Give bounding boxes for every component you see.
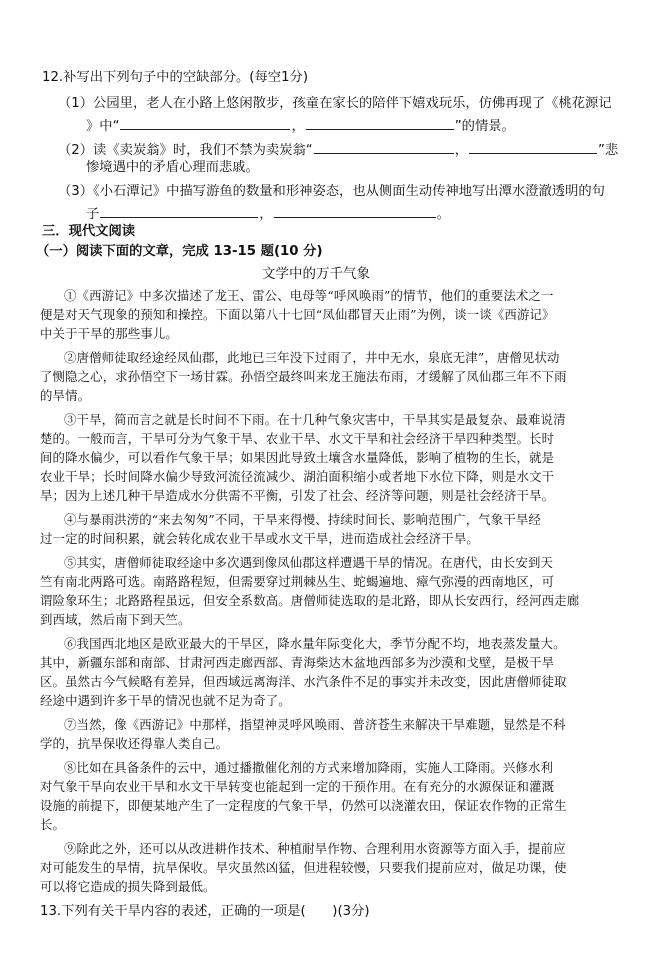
article-line: ①《西游记》中多次描述了龙王、雷公、电母等“呼风唤雨”的情节，他们的重要法术之一 — [64, 288, 554, 303]
article-line: 间的降水偏少，可以看作气象干旱；如果因此导致土壤含水量降低，影响了植物的生长，就是 — [40, 450, 555, 465]
q12-item1-blank-1[interactable] — [120, 116, 290, 130]
q12-item1-text-a: 》中“ — [86, 119, 120, 134]
q12-item3-line1: （3）《小石潭记》中描写游鱼的数量和形神姿态，也从侧面生动传神地写出潭水澄澈透明的句 — [58, 184, 605, 199]
article-line: 学的，抗旱保收还得靠人类自己。 — [40, 736, 229, 751]
q12-item1-sep: ， — [291, 119, 305, 134]
article-line: 竺有南北两路可选。南路路程短，但需要穿过荆棘丛生、蛇蝎遍地、瘴气弥漫的西南地区，可 — [40, 574, 555, 589]
article-line: 区。虽然古今气候略有差异，但西域远离海洋、水汽条件不足的事实并未改变，因此唐僧师徒取 — [40, 674, 567, 689]
q12-item2-blank-1[interactable] — [314, 140, 454, 154]
article-line: ⑦当然，像《西游记》中那样，指望神灵呼风唤雨、普济苍生来解决干旱难题，显然是不科 — [64, 717, 566, 732]
article-line: 楚的。一般而言，干旱可分为气象干旱、农业干旱、水文干旱和社会经济干旱四种类型。长时 — [40, 431, 555, 446]
article-title: 文学中的万千气象 — [262, 266, 370, 282]
article-line: ②唐僧师徒取经途经凤仙郡，此地已三年没下过雨了，井中无水，泉底无津”，唐僧见状动 — [64, 350, 560, 365]
article-line: ③干旱，简而言之就是长时间不下雨。在十几种气象灾害中，干旱其实是最复杂、最难说清 — [64, 412, 566, 427]
article-line: 了恻隐之心，求孙悟空下一场甘霖。孙悟空最终叫来龙王施法布雨，才缓解了凤仙郡三年不下雨 — [40, 369, 567, 384]
article-line: 对可能发生的旱情，抗旱保收。旱灾虽然凶猛，但进程较慢，只要我们提前应对，做足功课，使 — [40, 860, 567, 875]
article-line: 农业干旱；长时间降水偏少导致河流径流减少、湖泊面积缩小或者地下水位下降，则是水文干 — [40, 469, 555, 484]
q12-item1-blank-2[interactable] — [306, 116, 454, 130]
article-line: 谓险象环生；北路路程虽远，但安全系数高。唐僧师徒选取的是北路，即从长安西行，经河西走廊 — [40, 593, 580, 608]
article-line: 对气象干旱向农业干旱和水文干旱转变也能起到一定的干预作用。在有充分的水源保证和灌溉 — [40, 779, 555, 794]
article-line: ⑥我国西北地区是欧亚最大的干旱区，降水量年际变化大，季节分配不均，地表蒸发量大。 — [64, 636, 566, 651]
article-line: 中关于干旱的那些事儿。 — [40, 326, 178, 341]
article-line: 其中，新疆东部和南部、甘肃河西走廊西部、青海柴达木盆地西部多为沙漠和戈壁，是极干旱 — [40, 655, 555, 670]
q12-item2-text-b: ”悲 — [598, 143, 619, 158]
q12-item1-line2 — [86, 116, 515, 135]
section-sub-heading: （一）阅读下面的文章，完成 13-15 题(10 分) — [36, 244, 323, 259]
q12-item2-blank-2[interactable] — [469, 140, 597, 154]
article-line: 经途中遇到许多干旱的情况也就不足为奇了。 — [40, 693, 291, 708]
q12-item3-text-a: 子 — [86, 207, 100, 222]
q12-item2-text-a: （2）读《卖炭翁》时，我们不禁为卖炭翁“ — [58, 143, 313, 158]
q12-item2-line1 — [58, 140, 618, 159]
q13-text: 13.下列有关干旱内容的表述，正确的一项是( )(3分) — [40, 904, 370, 919]
article-line: 长。 — [40, 817, 66, 832]
article-line: ⑧比如在具备条件的云中，通过播撒催化剂的方式来增加降雨，实施人工降雨。兴修水利 — [64, 760, 554, 775]
q12-item2-sep: ， — [454, 143, 468, 158]
q12-item2-line2: 惨境遇中的矛盾心理而悲戚。 — [86, 160, 259, 175]
section-heading: 三．现代文阅读 — [42, 224, 136, 239]
article-line: 到西域，然后南下到天竺。 — [40, 612, 191, 627]
q12-item3-blank-2[interactable] — [274, 204, 436, 218]
q12-item3-blank-1[interactable] — [100, 204, 258, 218]
article-line: 的旱情。 — [40, 388, 91, 403]
article-line: ⑤其实，唐僧师徒取经途中多次遇到像凤仙郡这样遭遇干旱的情况。在唐代，由长安到天 — [64, 555, 554, 570]
q12-item1-text-b: ”的情景。 — [454, 119, 515, 134]
article-line: 设施的前提下，即便某地产生了一定程度的气象干旱，仍然可以浇灌农田，保证农作物的正常生 — [40, 798, 567, 813]
article-line: 便是对天气现象的预知和操控。下面以第八十七回“凤仙郡冒天止雨”为例，谈一谈《西游记》 — [40, 307, 555, 322]
article-line: 旱；因为上述几种干旱造成水分供需不平衡，引发了社会、经济等问题，则是社会经济干旱。 — [40, 488, 555, 503]
q12-item3-line2 — [86, 204, 450, 223]
article-line: 可以将它造成的损失降到最低。 — [40, 879, 216, 894]
article-line: ⑨除此之外，还可以从改进耕作技术、种植耐旱作物、合理利用水资源等方面入手，提前应 — [64, 841, 566, 856]
q12-item1-line1: （1）公园里，老人在小路上悠闲散步，孩童在家长的陪伴下嬉戏玩乐，仿佛再现了《桃花源记 — [58, 96, 612, 111]
q12-item3-text-b: 。 — [436, 207, 450, 222]
q12-header: 12.补写出下列句子中的空缺部分。(每空1分) — [42, 70, 309, 85]
q12-item3-sep: ， — [259, 207, 273, 222]
article-line: 过一定的时间积累，就会转化成农业干旱或水文干旱，进而造成社会经济干旱。 — [40, 531, 479, 546]
article-line: ④与暴雨洪涝的“来去匆匆”不同，干旱来得慢、持续时间长、影响范围广，气象干旱经 — [64, 512, 541, 527]
